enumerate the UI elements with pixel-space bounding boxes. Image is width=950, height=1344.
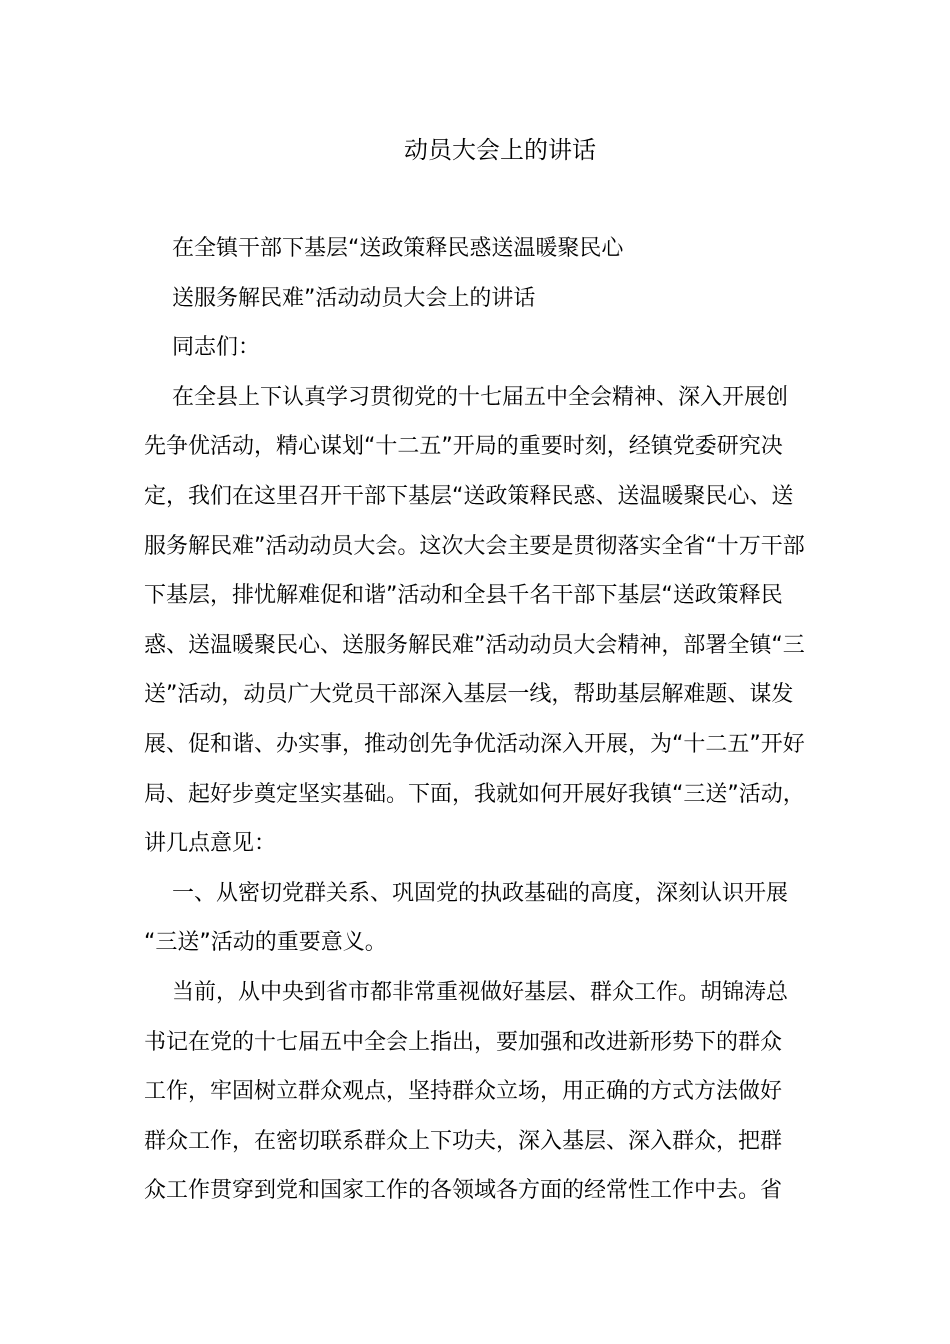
body-line: “三送”活动的重要意义。 bbox=[144, 930, 387, 956]
body-line: 服务解民难”活动动员大会。这次大会主要是贯彻落实全省“十万干部 bbox=[144, 533, 805, 559]
body-line: 同志们： bbox=[172, 335, 261, 361]
body-line: 定，我们在这里召开干部下基层“送政策释民惑、送温暖聚民心、送 bbox=[144, 483, 794, 509]
document-body bbox=[144, 224, 810, 1216]
body-line: 书记在党的十七届五中全会上指出，要加强和改进新形势下的群众 bbox=[144, 1029, 783, 1055]
body-line: 局、起好步奠定坚实基础。下面，我就如何开展好我镇“三送”活动， bbox=[144, 781, 805, 807]
body-line: 送服务解民难”活动动员大会上的讲话 bbox=[172, 285, 536, 311]
body-line: 讲几点意见： bbox=[144, 831, 277, 857]
body-line: 众工作贯穿到党和国家工作的各领域各方面的经常性工作中去。省 bbox=[144, 1178, 783, 1204]
body-line: 工作，牢固树立群众观点，坚持群众立场，用正确的方式方法做好 bbox=[144, 1079, 783, 1105]
body-line: 下基层，排忧解难促和谐”活动和全县千名干部下基层“送政策释民 bbox=[144, 583, 783, 609]
body-line: 群众工作，在密切联系群众上下功夫，深入基层、深入群众，把群 bbox=[144, 1128, 783, 1154]
body-line: 一、从密切党群关系、巩固党的执政基础的高度，深刻认识开展 bbox=[172, 880, 789, 906]
body-line: 先争优活动，精心谋划“十二五”开局的重要时刻，经镇党委研究决 bbox=[144, 434, 783, 460]
body-line: 展、促和谐、办实事，推动创先争优活动深入开展，为“十二五”开好 bbox=[144, 731, 805, 757]
body-line: 惑、送温暖聚民心、送服务解民难”活动动员大会精神，部署全镇“三 bbox=[144, 632, 805, 658]
body-line: 在全镇干部下基层“送政策释民惑送温暖聚民心 bbox=[172, 236, 624, 261]
body-line: 当前，从中央到省市都非常重视做好基层、群众工作。胡锦涛总 bbox=[172, 979, 789, 1005]
document-title: 动员大会上的讲话 bbox=[404, 136, 596, 164]
body-line: 送”活动，动员广大党员干部深入基层一线，帮助基层解难题、谋发 bbox=[144, 682, 794, 708]
body-line: 在全县上下认真学习贯彻党的十七届五中全会精神、深入开展创 bbox=[172, 384, 789, 410]
